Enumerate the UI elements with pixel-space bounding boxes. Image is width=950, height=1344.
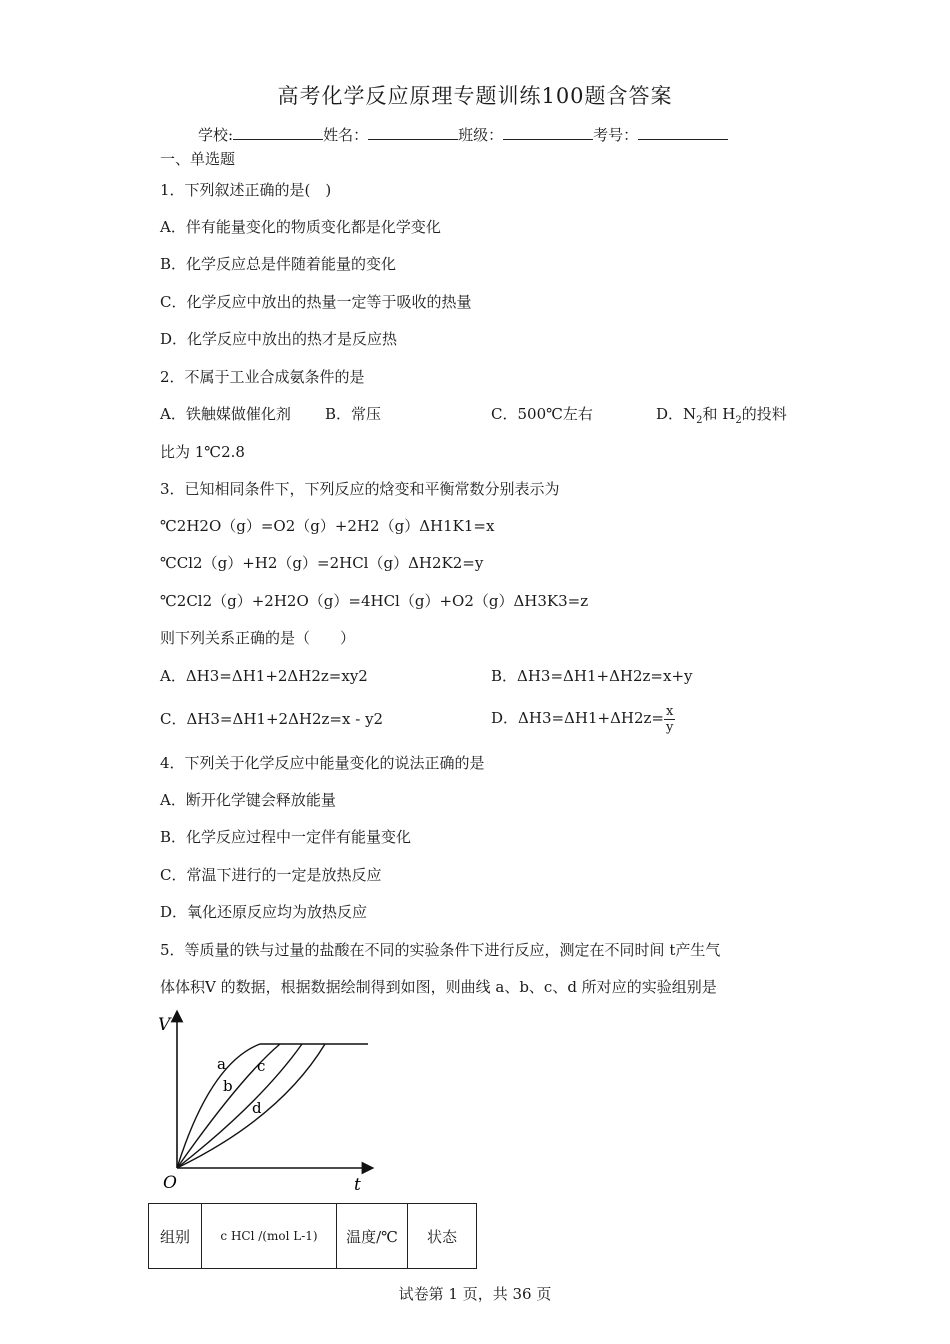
table-header-cell: 状态 <box>408 1204 477 1269</box>
exam-no-label: 考号： <box>593 126 639 144</box>
table-header-cell: 温度/℃ <box>337 1204 408 1269</box>
school-label: 学校: <box>198 126 234 144</box>
table-header-cell: 组别 <box>149 1204 202 1269</box>
q3-equation-3: ℃2Cl2（g）+2H2O（g）=4HCl（g）+O2（g）ΔH3K3=z <box>160 592 589 610</box>
school-blank <box>233 125 323 140</box>
q5-stem-line-2: 体体积V 的数据，根据数据绘制得到如图，则曲线 a、b、c、d 所对应的实验组别是 <box>160 978 717 996</box>
q3-option-b: B．ΔH3=ΔH1+ΔH2z=x+y <box>491 667 693 685</box>
student-info-row <box>198 124 728 145</box>
q3-equation-2: ℃Cl2（g）+H2（g）=2HCl（g）ΔH2K2=y <box>160 554 484 572</box>
q4-option-b: B．化学反应过程中一定伴有能量变化 <box>160 828 412 846</box>
q2-option-c: C．500℃左右 <box>491 405 593 423</box>
page-footer: 试卷第 1 页，共 36 页 <box>398 1285 552 1303</box>
q1-option-b: B．化学反应总是伴随着能量的变化 <box>160 255 397 273</box>
q2-option-a: A．铁触媒做催化剂 <box>160 405 291 423</box>
q2-option-d: D．$N_2$和 $H_2$的投料 <box>656 405 787 426</box>
q1-stem: 1．下列叙述正确的是( ) <box>160 181 332 199</box>
q1-option-c: C．化学反应中放出的热量一定等于吸收的热量 <box>160 293 472 311</box>
q4-option-d: D．氧化还原反应均为放热反应 <box>160 903 368 921</box>
q4-option-a: A．断开化学键会释放能量 <box>160 791 336 809</box>
q3-option-d: D．ΔH3=ΔH1+ΔH2z= $\frac{x}{y}$ <box>491 703 674 735</box>
curve-label-a: a <box>217 1055 226 1073</box>
name-label: 姓名： <box>323 126 369 144</box>
q2-stem: 2．不属于工业合成氨条件的是 <box>160 368 365 386</box>
table-header-cell: c HCl /(mol L-1) <box>202 1204 337 1269</box>
q3-stem: 3．已知相同条件下，下列反应的焓变和平衡常数分别表示为 <box>160 480 560 498</box>
name-blank <box>368 125 458 140</box>
q1-option-a: A．伴有能量变化的物质变化都是化学变化 <box>160 218 441 236</box>
curve-label-c: c <box>257 1057 266 1075</box>
q3-option-a: A．ΔH3=ΔH1+2ΔH2z=xy2 <box>160 667 368 685</box>
curve-label-b: b <box>223 1077 233 1095</box>
q3-ask: 则下列关系正确的是（ ） <box>160 629 356 647</box>
q1-option-d: D．化学反应中放出的热才是反应热 <box>160 330 398 348</box>
q2-option-b: B．常压 <box>325 405 382 423</box>
q2-option-d-cont: 比为 1℃2.8 <box>160 443 245 461</box>
fraction-x-over-y: $\frac{x}{y}$ <box>666 703 674 735</box>
curve-c <box>177 1044 302 1168</box>
class-label: 班级： <box>458 126 504 144</box>
q5-stem-line-1: 5．等质量的铁与过量的盐酸在不同的实验条件下进行反应，测定在不同时间 t产生气 <box>160 941 721 959</box>
q4-stem: 4．下列关于化学反应中能量变化的说法正确的是 <box>160 754 485 772</box>
exam-no-blank <box>638 125 728 140</box>
x-axis-label: t <box>354 1175 361 1193</box>
y-axis-label: V <box>158 1015 171 1035</box>
table-header-row <box>149 1204 477 1269</box>
origin-label: O <box>163 1173 177 1193</box>
curve-label-d: d <box>252 1099 262 1117</box>
q3-option-c: C．ΔH3=ΔH1+2ΔH2z=x - y2 <box>160 710 384 728</box>
q3-equation-1: ℃2H2O（g）=O2（g）+2H2（g）ΔH1K1=x <box>160 517 495 535</box>
volume-time-graph <box>150 1008 380 1193</box>
page-title: 高考化学反应原理专题训练100题含答案 <box>277 84 673 108</box>
section-heading: 一、单选题 <box>160 150 236 168</box>
class-blank <box>503 125 593 140</box>
experiment-table <box>148 1203 477 1269</box>
q4-option-c: C．常温下进行的一定是放热反应 <box>160 866 382 884</box>
